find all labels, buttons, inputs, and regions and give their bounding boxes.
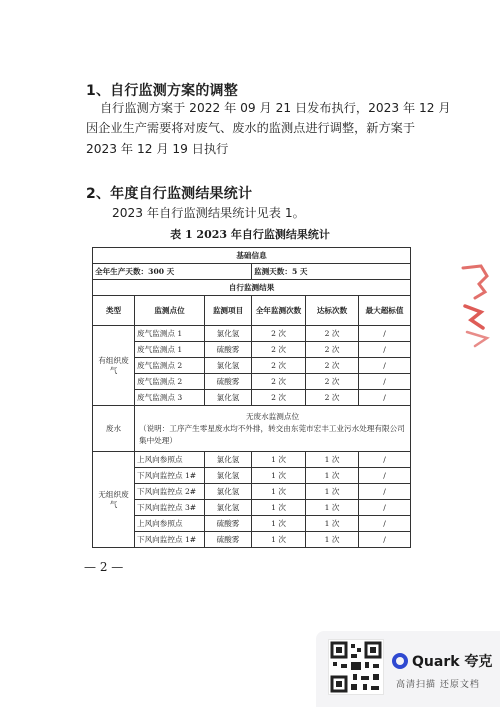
cell-point: 废气监测点 1: [135, 342, 205, 358]
cell-item: 氯化氢: [205, 468, 252, 484]
cell-point: 废气监测点 3: [135, 390, 205, 406]
red-seal-stamp: [457, 262, 491, 352]
cell-count: 1 次: [252, 468, 306, 484]
cell-count: 1 次: [252, 452, 306, 468]
cell-point: 下风向监控点 2#: [135, 484, 205, 500]
quark-tagline: 高清扫描 还原文档: [396, 680, 480, 690]
cell-max: /: [359, 532, 411, 548]
basic-info-title: 基础信息: [93, 248, 411, 264]
section2-heading: 2、年度自行监测结果统计: [86, 186, 253, 202]
header-type: 类型: [93, 296, 135, 326]
header-count: 全年监测次数: [252, 296, 306, 326]
table-row: [93, 374, 411, 390]
cell-item: 硫酸雾: [205, 374, 252, 390]
cell-compliant: 2 次: [306, 326, 359, 342]
table-row: [93, 484, 411, 500]
table-row: [93, 248, 411, 264]
header-item: 监测项目: [205, 296, 252, 326]
cell-compliant: 2 次: [306, 342, 359, 358]
cell-item: 氯化氢: [205, 358, 252, 374]
quark-watermark: [316, 631, 500, 707]
table-row: [93, 264, 411, 280]
type-organized: 有组织废气: [93, 326, 135, 406]
qr-code-icon: [328, 639, 384, 695]
cell-compliant: 2 次: [306, 358, 359, 374]
monitoring-days: 监测天数：5 天: [252, 264, 411, 280]
cell-max: /: [359, 374, 411, 390]
cell-point: 废气监测点 2: [135, 358, 205, 374]
table-row: [93, 390, 411, 406]
wastewater-note: [135, 406, 411, 452]
table-row: [93, 500, 411, 516]
header-point: 监测点位: [135, 296, 205, 326]
cell-max: /: [359, 326, 411, 342]
cell-max: /: [359, 484, 411, 500]
cell-count: 1 次: [252, 484, 306, 500]
cell-point: 下风向监控点 3#: [135, 500, 205, 516]
section1-line2: 因企业生产需要将对废气、废水的监测点进行调整，新方案于: [86, 121, 416, 135]
table-row: [93, 280, 411, 296]
table-caption: 表 1 2023 年自行监测结果统计: [170, 228, 330, 241]
cell-compliant: 1 次: [306, 468, 359, 484]
cell-count: 1 次: [252, 500, 306, 516]
cell-item: 氯化氢: [205, 500, 252, 516]
table-row: [93, 358, 411, 374]
quark-brand: Quark 夸克: [412, 654, 493, 670]
table-row: [93, 326, 411, 342]
cell-max: /: [359, 500, 411, 516]
cell-item: 氯化氢: [205, 390, 252, 406]
page-number: — 2 —: [84, 560, 124, 574]
cell-point: 下风向监控点 1#: [135, 468, 205, 484]
cell-point: 上风向参照点: [135, 452, 205, 468]
cell-max: /: [359, 390, 411, 406]
cell-count: 2 次: [252, 390, 306, 406]
cell-item: 硫酸雾: [205, 532, 252, 548]
cell-count: 2 次: [252, 374, 306, 390]
cell-compliant: 1 次: [306, 500, 359, 516]
header-max-exceed: 最大超标值: [359, 296, 411, 326]
table-row: [93, 516, 411, 532]
cell-item: 氯化氢: [205, 452, 252, 468]
cell-max: /: [359, 358, 411, 374]
section1-line1: 自行监测方案于 2022 年 09 月 21 日发布执行，2023 年 12 月: [100, 101, 451, 115]
table-header-row: [93, 296, 411, 326]
cell-count: 2 次: [252, 358, 306, 374]
cell-count: 2 次: [252, 326, 306, 342]
section1-heading: 1、自行监测方案的调整: [86, 83, 238, 99]
cell-compliant: 1 次: [306, 532, 359, 548]
table-row: [93, 342, 411, 358]
cell-count: 1 次: [252, 532, 306, 548]
cell-max: /: [359, 468, 411, 484]
production-days: 全年生产天数：300 天: [93, 264, 252, 280]
section1-line3: 2023 年 12 月 19 日执行: [86, 142, 229, 156]
header-compliant: 达标次数: [306, 296, 359, 326]
cell-point: 下风向监控点 1#: [135, 532, 205, 548]
cell-max: /: [359, 342, 411, 358]
cell-item: 硫酸雾: [205, 342, 252, 358]
cell-item: 氯化氢: [205, 484, 252, 500]
cell-item: 氯化氢: [205, 326, 252, 342]
results-title: 自行监测结果: [93, 280, 411, 296]
table-row: [93, 468, 411, 484]
type-wastewater: 废水: [93, 406, 135, 452]
wastewater-line2: （说明：工序产生零星废水均不外排，转交由东莞市宏丰工业污水处理有限公司集中处理）: [139, 423, 405, 445]
section2-intro: 2023 年自行监测结果统计见表 1。: [112, 206, 305, 220]
wastewater-line1: 无废水监测点位: [245, 411, 300, 421]
cell-count: 2 次: [252, 342, 306, 358]
cell-compliant: 2 次: [306, 374, 359, 390]
type-unorganized: 无组织废气: [93, 452, 135, 548]
cell-count: 1 次: [252, 516, 306, 532]
cell-item: 硫酸雾: [205, 516, 252, 532]
table-row: [93, 452, 411, 468]
cell-point: 废气监测点 2: [135, 374, 205, 390]
cell-point: 上风向参照点: [135, 516, 205, 532]
monitoring-results-table: [92, 247, 411, 548]
cell-compliant: 1 次: [306, 452, 359, 468]
cell-compliant: 1 次: [306, 516, 359, 532]
cell-point: 废气监测点 1: [135, 326, 205, 342]
table-row: [93, 532, 411, 548]
quark-logo-icon: [392, 653, 408, 669]
cell-max: /: [359, 516, 411, 532]
cell-compliant: 2 次: [306, 390, 359, 406]
cell-compliant: 1 次: [306, 484, 359, 500]
cell-max: /: [359, 452, 411, 468]
table-row: [93, 406, 411, 452]
